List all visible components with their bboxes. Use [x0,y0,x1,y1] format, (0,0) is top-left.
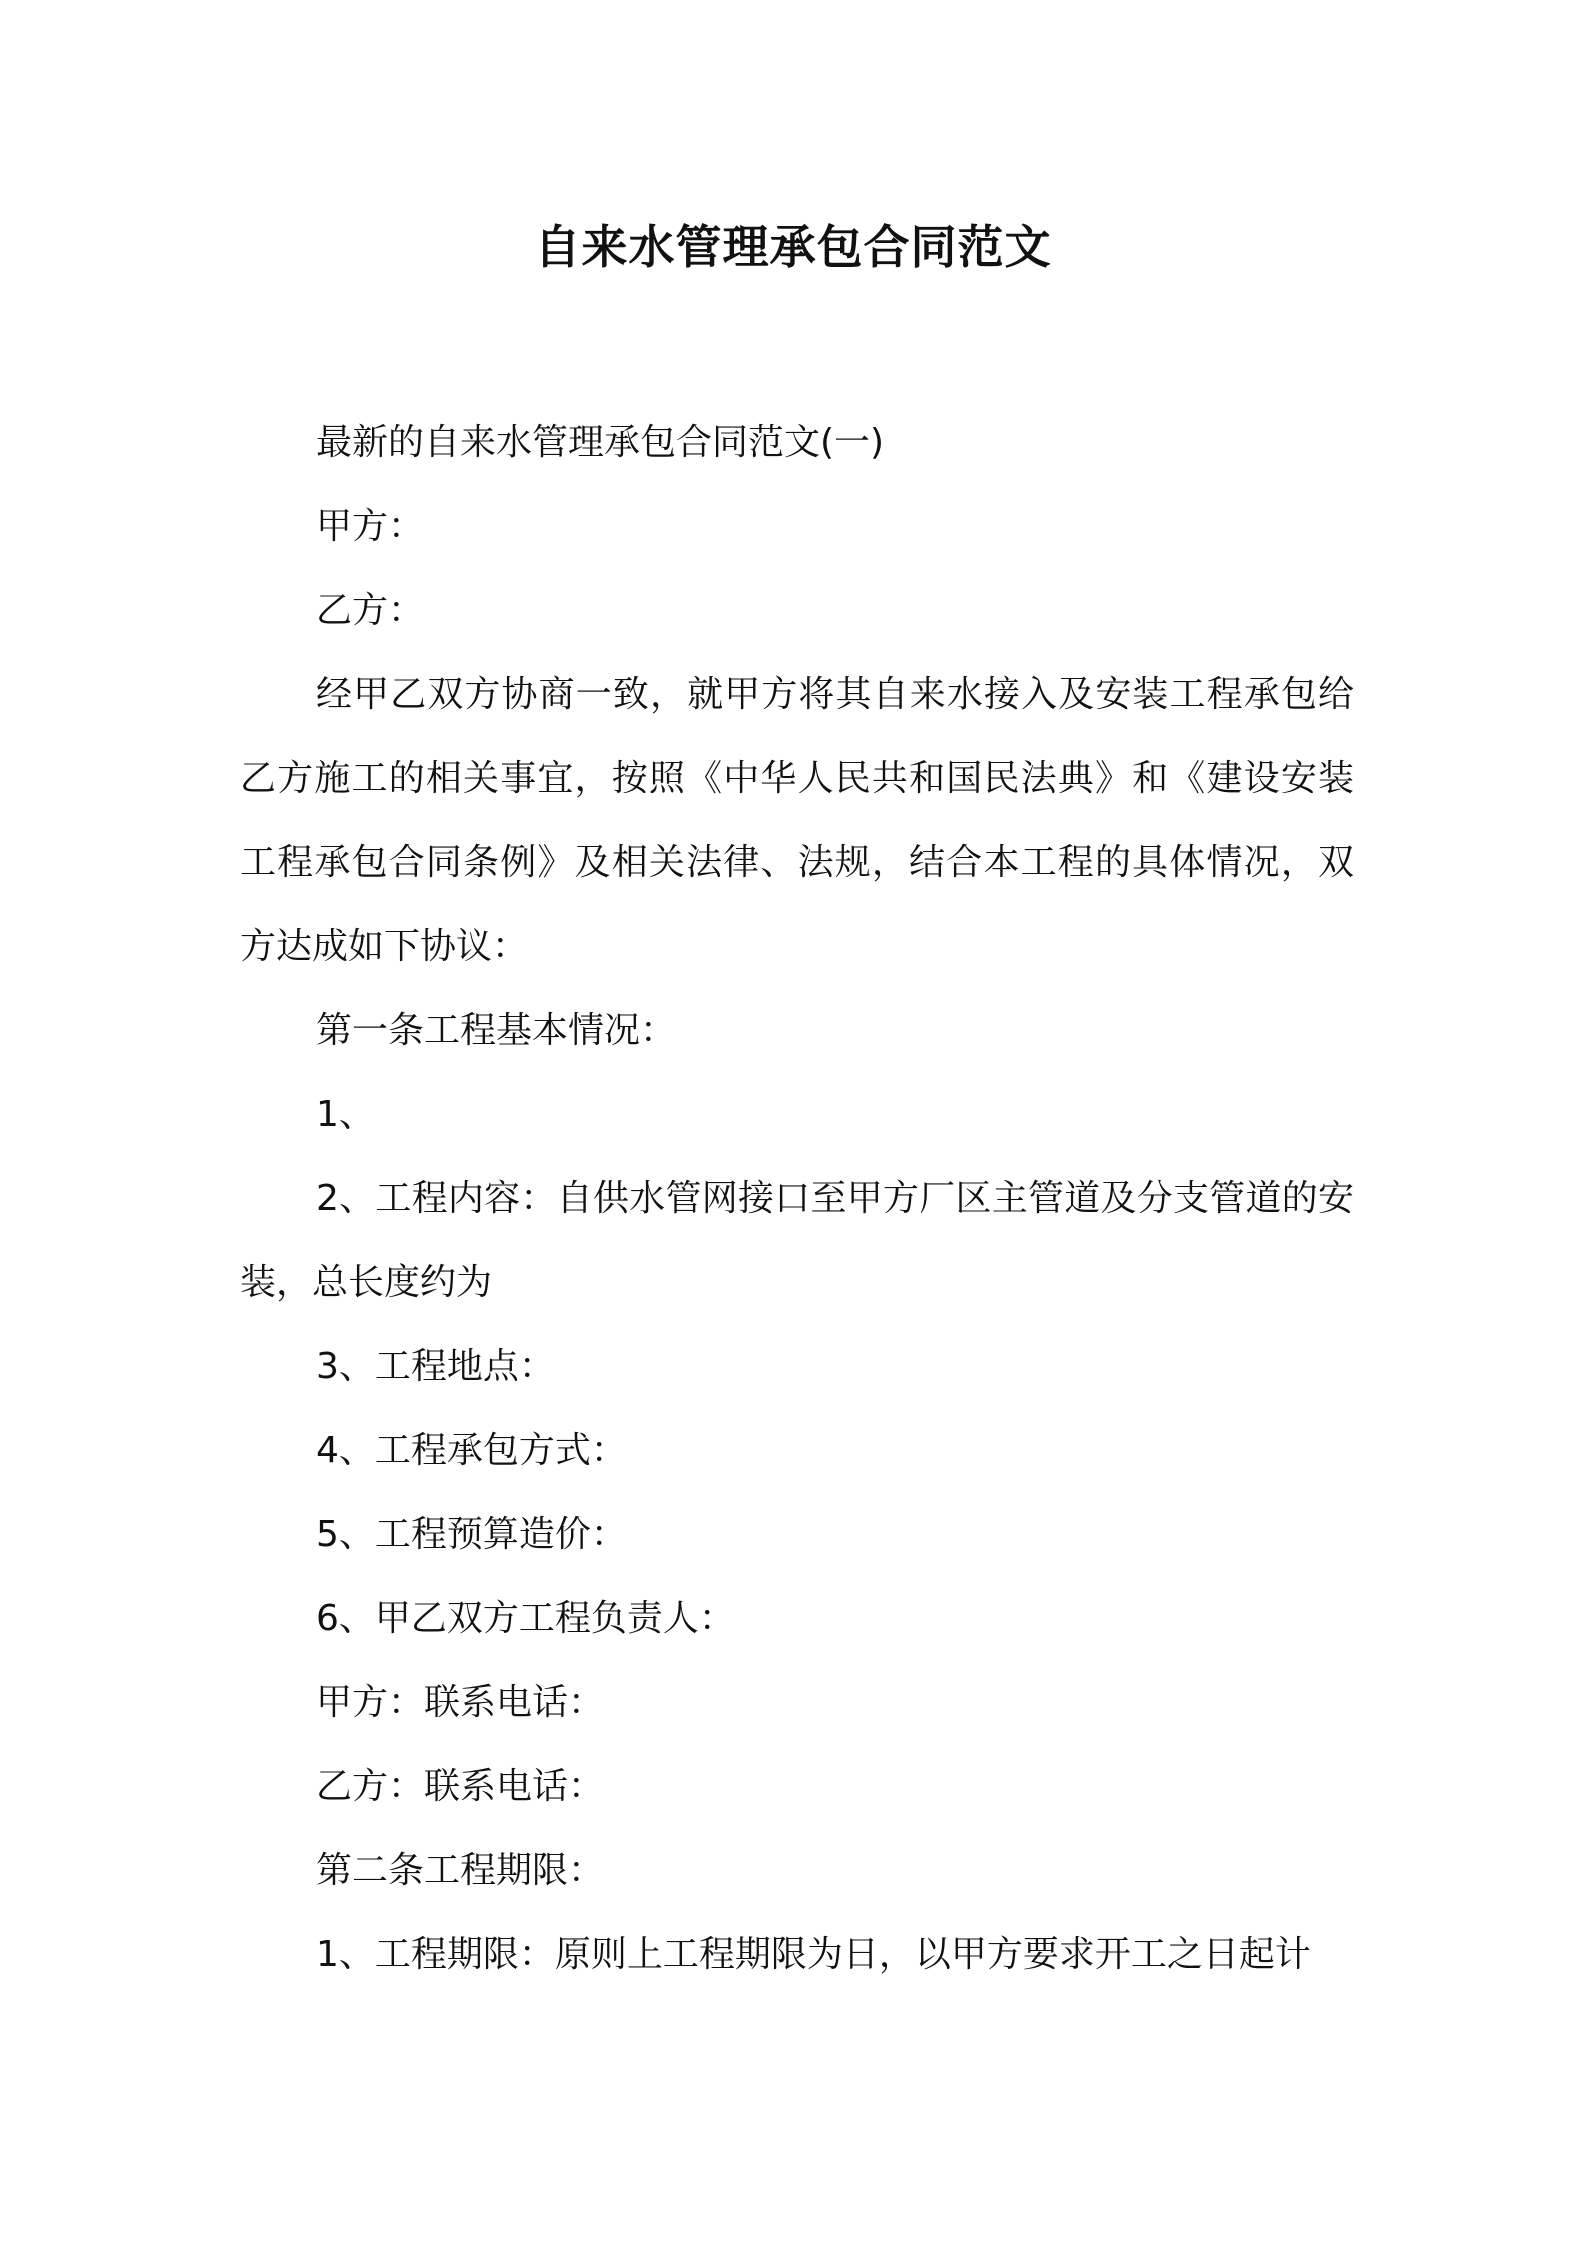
preamble-paragraph: 经甲乙双方协商一致，就甲方将其自来水接入及安装工程承包给乙方施工的相关事宜，按照《中华人民共和国民法典》和《建设安装工程承包合同条例》及相关法律、法规，结合本工程的具体情况，双方达成如下协议： [240,674,1354,967]
party-a-paragraph: 甲方： [316,506,425,547]
article-1-item-3: 3、工程地点： [316,1346,555,1387]
document-body [240,401,1354,1997]
party-a-contact-paragraph: 甲方：联系电话： [316,1682,605,1723]
party-b-paragraph: 乙方： [316,590,425,631]
document-title: 自来水管理承包合同范文 [534,220,1052,274]
article-1-item-2: 2、工程内容：自供水管网接口至甲方厂区主管道及分支管道的安装，总长度约为 [240,1178,1354,1303]
article-2-item-1: 1、工程期限：原则上工程期限为日，以甲方要求开工之日起计 [316,1934,1311,1975]
party-b-contact-paragraph: 乙方：联系电话： [316,1766,605,1807]
article-1-item-6: 6、甲乙双方工程负责人： [316,1598,735,1639]
article-1-item-5: 5、工程预算造价： [316,1514,627,1555]
article-1-item-4: 4、工程承包方式： [316,1430,627,1471]
article-2-heading: 第二条工程期限： [316,1850,605,1891]
article-1-item-1: 1、 [316,1094,375,1135]
article-1-heading: 第一条工程基本情况： [316,1010,677,1051]
subtitle-paragraph: 最新的自来水管理承包合同范文(一) [316,422,885,463]
